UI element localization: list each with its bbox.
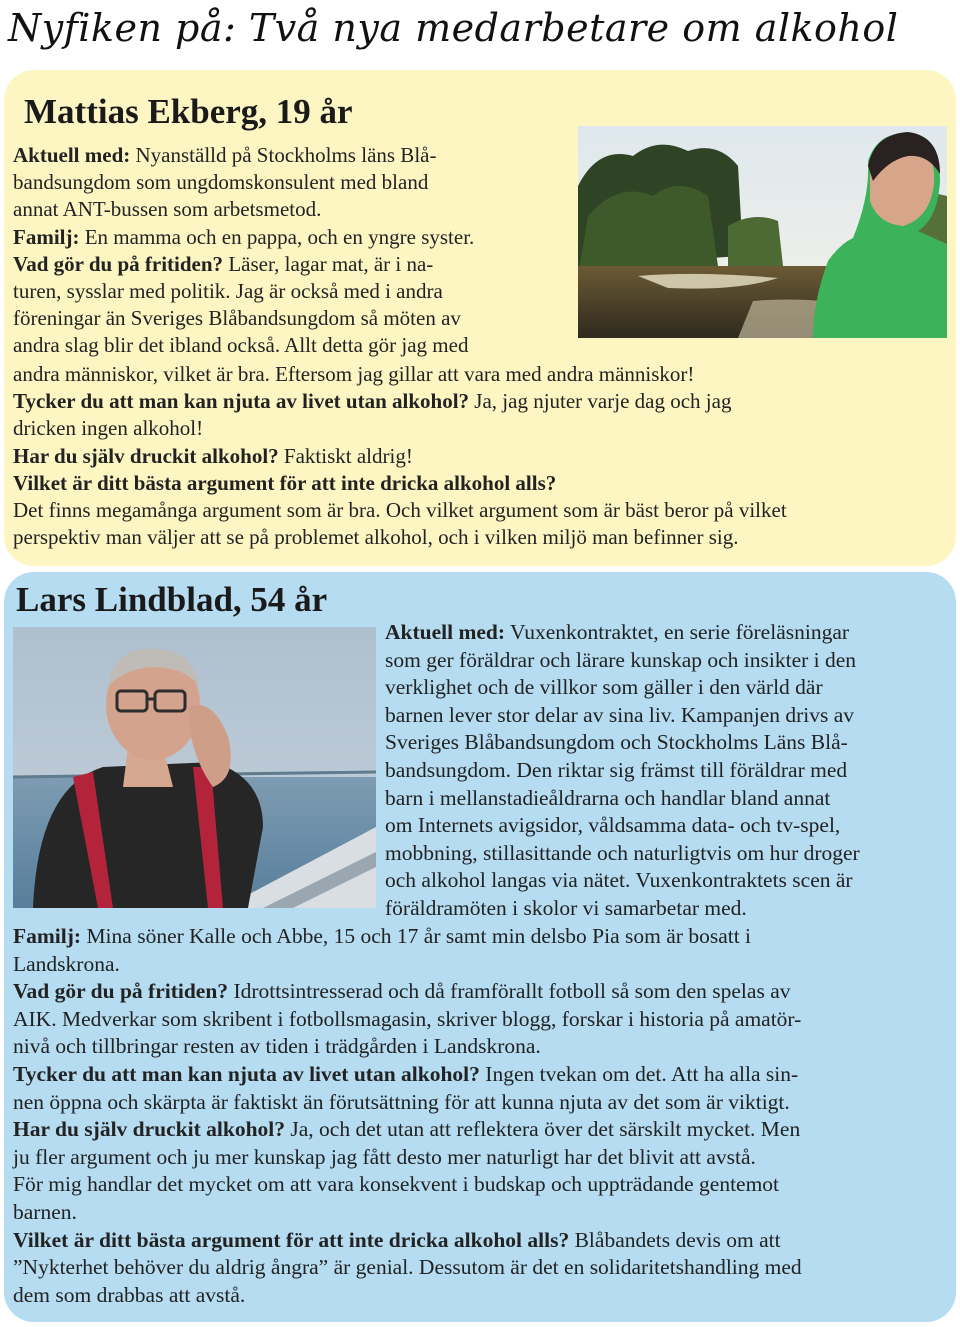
text-line [13,332,573,359]
answer-text: Det finns megamånga argument som är bra. Och vilket argument som är bäst beror på vilket [13,498,787,523]
question-label: Familj: [13,224,80,249]
answer-text: Idrottsintresserad och då framförallt fotboll så som den spelas av [228,979,791,1004]
text-line [13,169,573,196]
answer-text: ”Nykterhet behöver du aldrig ångra” är genial. Dessutom är det en solidaritetshandling med [13,1255,802,1280]
text-line [13,951,948,979]
answer-text: turen, sysslar med politik. Jag är också med i andra [13,279,443,304]
photo-mattias [578,126,947,338]
answer-text: andra människor, vilket är bra. Eftersom jag gillar att vara med andra människor! [13,362,695,386]
text-line [13,415,948,442]
text-line [385,895,955,923]
question-label: Vilket är ditt bästa argument för att inte dricka alkohol alls? [13,1227,570,1252]
text-line [13,1282,948,1310]
answer-text: Ingen tvekan om det. Att ha alla sin- [479,1061,799,1086]
text-line [13,224,573,251]
answer-text: Mina söner Kalle och Abbe, 15 och 17 år samt min delsbo Pia som är bosatt i [81,924,752,948]
text-line [13,305,573,332]
answer-text: barnen lever stor delar av sina liv. Kampanjen drivs av [385,702,855,727]
answer-text: barn i mellanstadieåldrarna och handlar bland annat [385,785,831,810]
question-label: Har du själv druckit alkohol? [13,443,279,468]
text-line [13,196,573,223]
answer-text: mobbning, stillasittande och naturligtvis om hur droger [385,840,860,865]
answer-text: annat ANT-bussen som arbetsmetod. [13,197,322,222]
answer-text: Läser, lagar mat, är i na- [223,251,434,276]
answer-text: bandsungdom. Den riktar sig främst till föräldrar med [385,757,848,782]
answer-text: AIK. Medverkar som skribent i fotbollsmagasin, skriver blogg, forskar i historia på amatör- [13,1006,802,1031]
question-label: Aktuell med: [385,620,506,644]
text-line [13,443,948,470]
question-label: Aktuell med: [13,143,131,167]
text-line [13,497,948,524]
text-line [13,361,948,388]
answer-text: perspektiv man väljer att se på problemet alkohol, och i vilken miljö man befinner sig. [13,525,739,550]
answer-text: föreningar än Sveriges Blåbandsungdom så möten av [13,306,461,331]
text-line [13,142,573,169]
text-line [13,1171,948,1199]
profile-name-lars: Lars Lindblad, 54 år [16,580,328,619]
photo-lars [13,627,376,908]
question-label: Vad gör du på fritiden? [13,251,224,276]
text-line [13,388,948,415]
answer-text: Blåbandets devis om att [569,1227,781,1252]
answer-text: En mamma och en pappa, och en yngre syster. [79,224,475,249]
answer-text: Nyanställd på Stockholms läns Blå- [130,143,437,167]
text-line [385,757,955,785]
answer-text: andra slag blir det ibland också. Allt detta gör jag med [13,333,469,358]
text-line [385,867,955,895]
text-line [13,251,573,278]
answer-text: Sveriges Blåbandsungdom och Stockholms Läns Blå- [385,730,848,755]
text-line [13,470,948,497]
text-line [13,1006,948,1034]
answer-text: och alkohol langas via nätet. Vuxenkontraktets scen är [385,868,853,893]
text-line [385,840,955,868]
answer-text: bandsungdom som ungdomskonsulent med bland [13,170,429,195]
text-line [13,1061,948,1089]
question-label: Vilket är ditt bästa argument för att inte dricka alkohol alls? [13,470,557,495]
answer-text: Faktiskt aldrig! [278,443,413,468]
text-line [13,1227,948,1255]
answer-text: För mig handlar det mycket om att vara konsekvent i budskap och uppträdande gentemot [13,1172,780,1197]
page-title: Nyfiken på: Två nya medarbetare om alkohol [8,6,899,50]
question-label: Har du själv druckit alkohol? [13,1117,285,1142]
question-label: Familj: [13,924,82,948]
profile-name-mattias: Mattias Ekberg, 19 år [24,92,353,131]
answer-text: om Internets avigsidor, våldsamma data- och tv-spel, [385,813,841,838]
answer-text: dem som drabbas att avstå. [13,1282,246,1307]
answer-text: som ger föräldrar och lärare kunskap och insikter i den [385,647,857,672]
answer-text: föräldramöten i skolor vi samarbetar med. [385,895,747,920]
answer-text: dricken ingen alkohol! [13,416,204,441]
question-label: Tycker du att man kan njuta av livet utan alkohol? [13,389,470,414]
answer-text: nivå och tillbringar resten av tiden i trädgården i Landskrona. [13,1034,541,1059]
text-line [385,812,955,840]
text-line [385,674,955,702]
text-line [13,524,948,551]
answer-text: Landskrona. [13,951,120,976]
answer-text: Vuxenkontraktet, en serie föreläsningar [505,620,850,644]
answer-text: Ja, och det utan att reflektera över det särskilt mycket. Men [285,1117,801,1142]
text-line [13,978,948,1006]
text-line [13,1144,948,1172]
answer-text: ju fler argument och ju mer kunskap jag fått desto mer naturligt har det blivit att avstå. [13,1144,756,1169]
text-line [13,1116,948,1144]
text-line [13,1033,948,1061]
text-line [385,729,955,757]
answer-text: nen öppna och skärpta är faktiskt än förutsättning för att kunna njuta av det som är viktigt. [13,1089,790,1114]
text-line [13,278,573,305]
text-line [13,1254,948,1282]
answer-text: barnen. [13,1199,77,1224]
answer-text: Ja, jag njuter varje dag och jag [469,389,732,414]
answer-text: verklighet och de villkor som gäller i den värld där [385,675,823,700]
text-line [385,785,955,813]
question-label: Vad gör du på fritiden? [13,979,229,1004]
text-line [385,619,955,647]
text-line [13,1089,948,1117]
text-line [13,1199,948,1227]
question-label: Tycker du att man kan njuta av livet utan alkohol? [13,1061,480,1086]
text-line [13,923,948,951]
text-line [385,702,955,730]
text-line [385,647,955,675]
